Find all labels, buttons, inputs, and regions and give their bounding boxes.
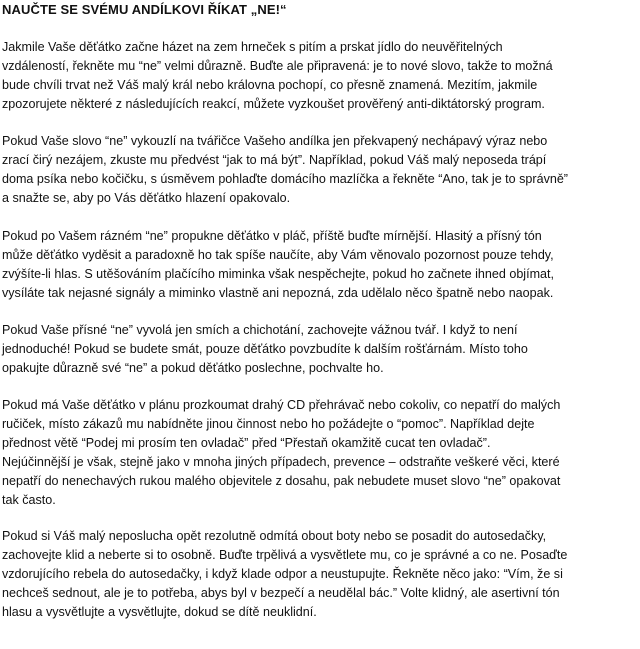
paragraph-line: vysíláte tak nejasné signály a miminko vlastně ani nepozná, zda udělalo něco špatně nebo naopak. — [2, 286, 554, 300]
paragraph-line: zrací čirý nezájem, zkuste mu předvést “jak to má být”. Například, pokud Váš malý neposeda trápí — [2, 153, 547, 167]
paragraph-line: zvýšíte-li hlas. S utěšováním plačícího miminka však nespěchejte, pokud ho začnete ihned objímat, — [2, 267, 555, 281]
paragraph-line: Pokud Vaše slovo “ne” vykouzlí na tvářičce Vašeho andílka jen překvapený nechápavý výraz nebo — [2, 134, 548, 148]
paragraph-line: opakujte důrazně své “ne” a pokud děťátko poslechne, pochvalte ho. — [2, 361, 384, 375]
paragraph-line: může děťátko vyděsit a paradoxně ho tak spíše naučíte, aby Vám věnovalo pozornost pouze tehdy, — [2, 248, 554, 262]
paragraph-line: bude chvíli trvat než Váš malý král nebo královna pochopí, co přesně znamená. Mezitím, jakmile — [2, 78, 538, 92]
paragraph-line: doma psíka nebo kočičku, s úsměvem pohlaďte domácího mazlíčka a řekněte “Ano, tak je to správně” — [2, 172, 568, 186]
paragraph-line: Pokud Vaše přísné “ne” vyvolá jen smích a chichotání, zachovejte vážnou tvář. I když to není — [2, 323, 518, 337]
paragraph-line: ručiček, místo zákazů mu nabídněte jinou činnost nebo ho požádejte o “pomoc”. Například dejte — [2, 417, 535, 431]
paragraph-2 — [2, 132, 638, 208]
paragraph-line: Pokud si Váš malý neposlucha opět rezolutně odmítá obout boty nebo se posadit do autosedačky, — [2, 529, 547, 543]
paragraph-5 — [2, 396, 638, 510]
paragraph-1 — [2, 38, 638, 114]
paragraph-4 — [2, 321, 638, 378]
paragraph-line: nepatří do nenechavých rukou malého objevitele z dosahu, pak nebudete muset slovo “ne” opakovat — [2, 474, 561, 488]
paragraph-line: Pokud má Vaše děťátko v plánu prozkoumat drahý CD přehrávač nebo cokoliv, co nepatří do malých — [2, 398, 561, 412]
paragraph-line: nechceš sednout, ale je to potřeba, abys byl v bezpečí a neudělal bác.” Volte klidný, ale asertivní tón — [2, 586, 560, 600]
paragraph-line: jednoduché! Pokud se budete smát, pouze děťátko povzbudíte k dalším rošťárnám. Místo toho — [2, 342, 528, 356]
document-title: NAUČTE SE SVÉMU ANDÍLKOVI ŘÍKAT „NE!“ — [2, 2, 287, 17]
paragraph-3 — [2, 227, 638, 303]
paragraph-line: tak často. — [2, 493, 56, 507]
paragraph-line: Jakmile Vaše děťátko začne házet na zem hrneček s pitím a prskat jídlo do neuvěřitelných — [2, 40, 503, 54]
paragraph-line: a snažte se, aby po Vás děťátko hlazení opakovalo. — [2, 191, 291, 205]
paragraph-line: vzdáleností, řekněte mu “ne” velmi důrazně. Buďte ale připravená: je to nové slovo, takže to možná — [2, 59, 553, 73]
paragraph-line: zpozorujete některé z následujících reakcí, můžete vyzkoušet prověřený anti-diktátorský program. — [2, 97, 545, 111]
paragraph-line: zachovejte klid a neberte si to osobně. Buďte trpělivá a vysvětlete mu, co je správné a co ne. Posaďte — [2, 548, 568, 562]
paragraph-line: přednost větě “Podej mi prosím ten ovladač” před “Přestaň okamžitě cucat ten ovladač”. — [2, 436, 491, 450]
paragraph-6 — [2, 527, 638, 622]
paragraph-line: Pokud po Vašem rázném “ne” propukne děťátko v pláč, příště buďte mírnější. Hlasitý a přísný tón — [2, 229, 542, 243]
paragraph-line: Nejúčinnější je však, stejně jako v mnoha jiných případech, prevence – odstraňte veškeré věci, které — [2, 455, 560, 469]
paragraph-line: hlasu a vysvětlujte a vysvětlujte, dokud se dítě neuklidní. — [2, 605, 317, 619]
paragraph-line: vzdorujícího rebela do autosedačky, i když klade odpor a neustupujte. Řekněte něco jako: “Vím, že si — [2, 567, 563, 581]
